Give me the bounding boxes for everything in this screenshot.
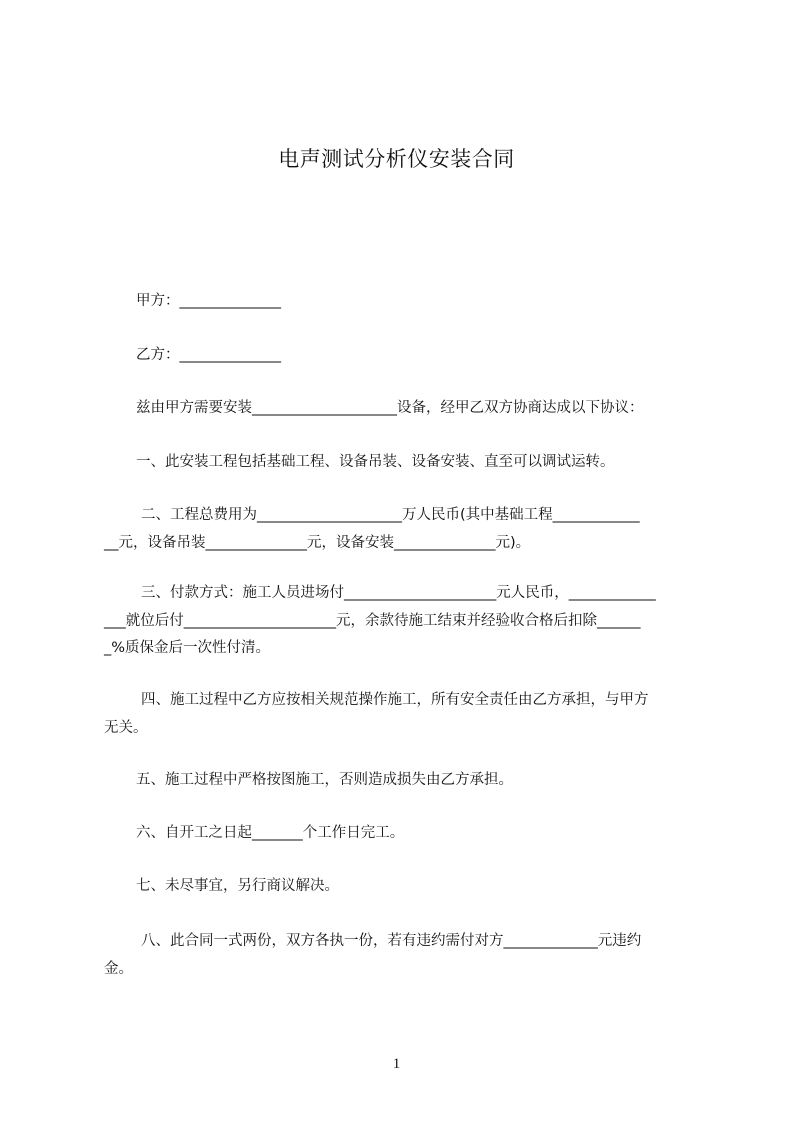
clause-5: 五、施工过程中严格按图施工，否则造成损失由乙方承担。	[136, 772, 513, 788]
clause-1: 一、此安装工程包括基础工程、设备吊装、设备安装、直至可以调试运转。	[136, 454, 615, 470]
party-a-line: 甲方：______________	[136, 293, 281, 309]
clause-2-line-1: 二、工程总费用为____________________万人民币(其中基础工程____________	[141, 507, 640, 523]
page-number: 1	[392, 1056, 401, 1072]
clause-8-line-2: 金。	[104, 961, 133, 977]
clause-3-line-2: ___就位后付_____________________元，余款待施工结束并经验收合格后扣除______	[104, 613, 641, 629]
clause-3-line-3: _%质保金后一次性付清。	[104, 640, 271, 656]
intro-paragraph: 兹由甲方需要安装____________________设备，经甲乙双方协商达成以下协议：	[136, 400, 644, 416]
clause-7: 七、未尽事宜，另行商议解决。	[136, 878, 339, 894]
clause-4-line-1: 四、施工过程中乙方应按相关规范操作施工，所有安全责任由乙方承担，与甲方	[141, 692, 649, 708]
clause-3-line-1: 三、付款方式：施工人员进场付_____________________元人民币，____________	[141, 585, 656, 601]
document-title: 电声测试分析仪安装合同	[278, 147, 515, 171]
clause-2-line-2: __元，设备吊装______________元，设备安装______________元)。	[104, 535, 531, 551]
clause-8-line-1: 八、此合同一式两份，双方各执一份，若有违约需付对方_____________元违约	[141, 933, 642, 949]
clause-4-line-2: 无关。	[104, 720, 148, 736]
party-b-line: 乙方：______________	[136, 347, 281, 363]
clause-6: 六、自开工之日起_______个工作日完工。	[136, 825, 405, 841]
